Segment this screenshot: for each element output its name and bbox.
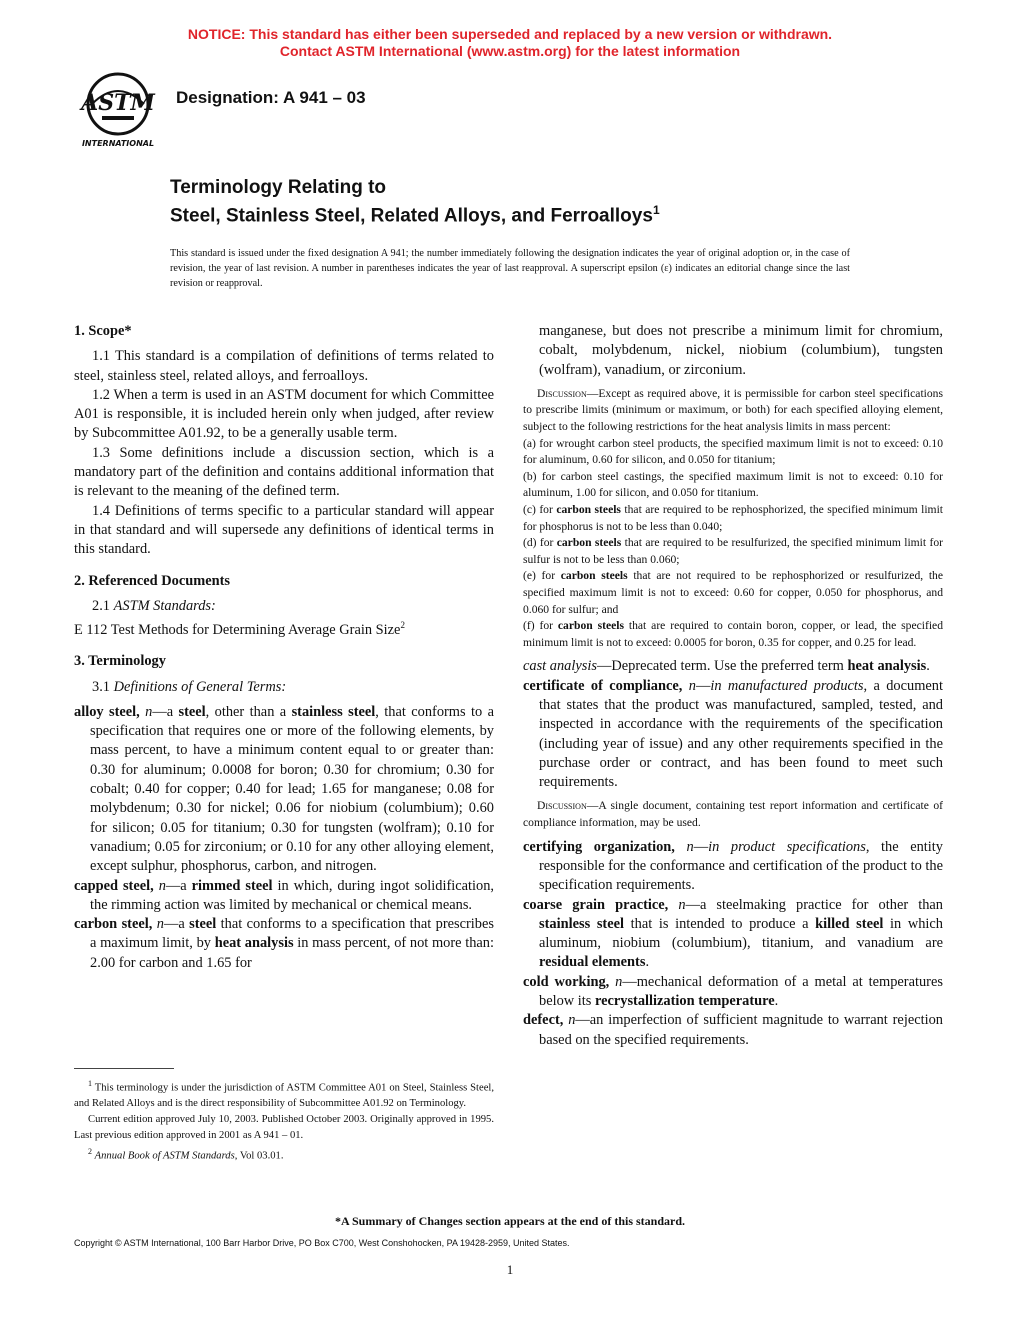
paragraph-1-1: 1.1 This standard is a compilation of definitions of terms related to steel, stainless steel, related alloys, and ferroalloys. [74,348,494,384]
section-heading-scope: 1. Scope* [74,323,132,339]
paragraph-1-2: 1.2 When a term is used in an ASTM document for which Committee A01 is responsible, it is included herein only when judged, after review by Subcommittee A01.92, to be a generally usable term. [74,386,494,442]
term-certifying-organization: certifying organization, n—in product specifications, the entity responsible for the conformance and certification of the product to the specification requirements. [523,838,944,894]
paragraph-1-3: 1.3 Some definitions include a discussion section, which is a mandatory part of the definition and contains additional information that is relevant to the meaning of the defined term. [74,444,494,500]
paragraph-2-1: 2.1 ASTM Standards: [92,597,216,614]
section-heading-terminology: 3. Terminology [74,653,166,670]
logo-mark: ASTM [81,90,155,116]
footnotes [74,1076,494,1164]
paragraph-3-1: 3.1 Definitions of General Terms: [92,678,287,695]
term-cast-analysis: cast analysis—Deprecated term. Use the preferred term heat analysis. [523,658,930,675]
logo-org: INTERNATIONAL [81,139,155,148]
term-defect: defect, n—an imperfection of sufficient magnitude to warrant rejection based on the specified requirements. [523,1012,943,1048]
document-title [170,176,660,227]
term-coarse-grain-practice: coarse grain practice, n—a steelmaking practice for other than stainless steel that is intended to produce a killed steel in which aluminum, niobium (columbium), titanium, and vanadium are residual elements. [523,896,943,971]
notice-line-1: NOTICE: This standard has either been superseded and replaced by a new version or withdrawn. [187,26,833,42]
title-line-1: Terminology Relating to [170,177,387,198]
issue-note: This standard is issued under the fixed designation A 941; the number immediately following the designation indicates the year of original adoption or, in the case of revision, the year of last revision. A number in parentheses indicates the year of last reapproval. A superscript epsilon (ε) indicates an editorial change since the last revision or reapproval. [170,248,850,289]
footnote-2: $^2$ Annual Book of ASTM Standards, Vol 03.01. [88,1146,284,1162]
title-line-2: Steel, Stainless Steel, Related Alloys, and Ferroalloys$^1$ [170,203,660,227]
discussion-carbon-steel: Discussion—Except as required above, it is permissible for carbon steel specifications to prescribe limits (minimum or maximum, or both) for each specified alloying element, subject to the following restrictions for the heat analysis limits in mass percent: (a) for wrought carbon steel products, the specified maximum limit is not to exceed: 0.10 for aluminum, 0.60 for silicon, and 0.050 for titanium; (b) for carbon steel castings, the specified maximum limit is not to exceed: 0.10 for aluminum, 1.00 for silicon, and 0.050 for titanium. (c) for carbon steels that are required to be rephosphorized, the specified minimum limit for phosphorus is not to be less than 0.040; (d) for carbon steels that are required to be resulfurized, the specified minimum limit for sulfur is not to be less than 0.060; (e) for carbon steels that are not required to be rephosphorized or resulfurized, the specified maximum limit is not to exceed: 0.60 for copper, 0.050 for phosphorus, and 0.060 for sulfur; and (f) for carbon steels that are required to contain boron, copper, or lead, the specified minimum limit is not to exceed: 0.0005 for boron, 0.35 for copper, and 0.25 for lead. [523,386,943,652]
discussion-item-f: (f) for carbon steels that are required to contain boron, copper, or lead, the specified minimum limit is not to exceed: 0.0005 for boron, 0.35 for copper, and 0.25 for lead. [523,619,943,649]
summary-note: *A Summary of Changes section appears at the end of this standard. [334,1214,686,1228]
left-column [74,322,494,973]
footnote-1b: Current edition approved July 10, 2003. Published October 2003. Originally approved in 1995. Last previous edition approved in 2001 as A 941 – 01. [74,1114,494,1141]
discussion-certificate: Discussion—A single document, containing test report information and certificate of compliance information, may be used. [523,799,943,830]
right-column [523,322,943,1050]
discussion-item-d: (d) for carbon steels that are required to be resulfurized, the specified minimum limit for sulfur is not to be less than 0.060; [523,536,943,566]
term-cold-working: cold working, n—mechanical deformation of a metal at temperatures below its recrystallization temperature. [523,973,943,1010]
footnote-rule [74,1068,174,1069]
notice-line-2: Contact ASTM International (www.astm.org) for the latest information [279,43,741,59]
discussion-item-a: (a) for wrought carbon steel products, the specified maximum limit is not to exceed: 0.10 for aluminum, 0.60 for silicon, and 0.050 for titanium; [523,436,943,467]
discussion-item-e: (e) for carbon steels that are not required to be rephosphorized or resulfurized, the specified maximum limit is not to exceed: 0.60 for copper, 0.050 for phosphorus, and 0.060 for sulfur; and [523,569,944,616]
reference-e112: E 112 Test Methods for Determining Average Grain Size$^2$ [74,620,405,638]
discussion-label: Discussion [537,386,587,400]
page-number: 1 [506,1262,514,1277]
astm-logo-icon [72,70,164,150]
copyright: Copyright © ASTM International, 100 Barr Harbor Drive, PO Box C700, West Conshohocken, PA 19428-2959, United States. [74,1238,570,1248]
footnote-1: $^1$ This terminology is under the jurisdiction of ASTM Committee A01 on Steel, Stainless Steel, and Related Alloys and is the direct responsibility of Subcommittee A01.92 on Terminology. [74,1079,494,1110]
term-carbon-steel: carbon steel, n—a steel that conforms to a specification that prescribes a maximum limit, by heat analysis in mass percent, of not more than: 2.00 for carbon and 1.65 for [74,916,495,971]
section-heading-references: 2. Referenced Documents [74,572,230,589]
paragraph-1-4: 1.4 Definitions of terms specific to a particular standard will appear in that standard and will supersede any definitions of identical terms in this standard. [74,502,494,558]
discussion-item-b: (b) for carbon steel castings, the specified maximum limit is not to exceed: 0.10 for aluminum, 1.00 for silicon, and 0.050 for titanium. [523,469,943,500]
term-carbon-steel-continued: manganese, but does not prescribe a minimum limit for chromium, cobalt, molybdenum, nickel, niobium (columbium), tungsten (wolfram), vanadium, or zirconium. [539,323,943,378]
term-alloy-steel: alloy steel, n—a steel, other than a stainless steel, that conforms to a specification that requires one or more of the following elements, by mass percent, to have a minimum content equal to or greater than: 0.30 for aluminum; 0.0008 for boron; 0.30 for chromium; 0.30 for cobalt; 0.40 for copper; 0.40 for lead; 1.65 for manganese; 0.08 for molybdenum; 0.30 for nickel; 0.06 for niobium (columbium); 0.60 for silicon; 0.05 for titanium; 0.30 for tungsten (wolfram); 0.10 for vanadium; 0.05 for zirconium; or 0.10 for any other alloying element, except sulphur, phosphorus, carbon, and nitrogen. [74,703,494,875]
term-certificate-of-compliance: certificate of compliance, n—in manufactured products, a document that states that the product was manufactured, sampled, tested, and inspected in accordance with the requirements of the specification (including year of issue) and any other requirements specified in the purchase order or contract, and has been found to meet such requirements. [523,677,943,791]
designation: Designation: A 941 – 03 [176,88,366,107]
discussion-item-c: (c) for carbon steels that are required to be rephosphorized, the specified minimum limit for phosphorus is not to be less than 0.040; [523,503,944,533]
term-capped-steel: capped steel, n—a rimmed steel in which, during ingot solidification, the rimming action was limited by mechanical or chemical means. [74,877,494,913]
